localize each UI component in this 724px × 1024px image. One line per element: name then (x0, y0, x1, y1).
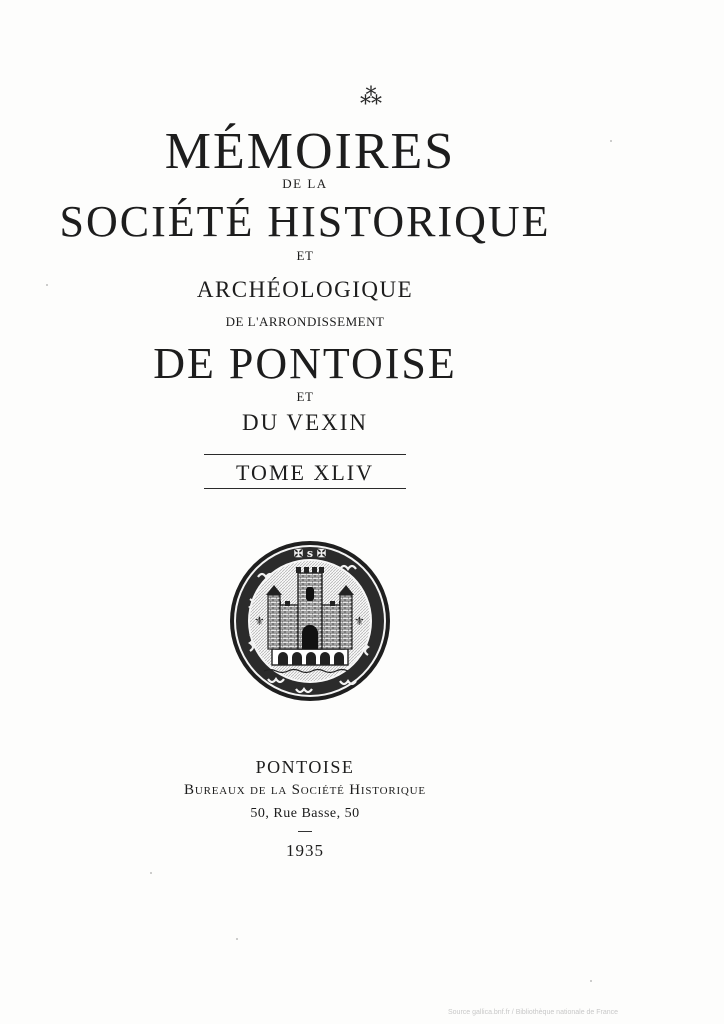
main-title-memoires: MÉMOIRES (164, 123, 456, 180)
imprint-rule (298, 831, 312, 832)
svg-text:⚜: ⚜ (354, 614, 365, 628)
title-de-pontoise: DE PONTOISE (153, 339, 457, 388)
scan-speck (46, 284, 48, 286)
title-arrondissement: DE L'ARRONDISSEMENT (225, 314, 385, 329)
tome-number: TOME XLIV (236, 460, 374, 485)
svg-text:✠ s ✠: ✠ s ✠ (293, 547, 327, 560)
scan-speck (590, 980, 592, 982)
imprint-city: PONTOISE (255, 757, 355, 777)
imprint-year: 1935 (286, 841, 324, 860)
imprint-bureaux: Bureaux de la Société Historique (184, 782, 426, 798)
tome-rule-top (204, 454, 406, 455)
tome-rule-bottom (204, 488, 406, 489)
title-de-la: DE LA (282, 176, 328, 191)
source-note: Source gallica.bnf.fr / Bibliothèque nationale de France (448, 1009, 619, 1016)
title-et-2: ET (296, 389, 314, 404)
svg-text:⚜: ⚜ (254, 614, 265, 628)
title-societe-historique: SOCIÉTÉ HISTORIQUE (59, 197, 551, 246)
title-et-1: ET (296, 248, 314, 263)
scan-speck (236, 938, 238, 940)
title-archeologique: ARCHÉOLOGIQUE (196, 277, 414, 302)
scan-speck (150, 872, 152, 874)
imprint-address: 50, Rue Basse, 50 (250, 806, 360, 821)
ink-mark-icon: ⁂ (360, 84, 382, 109)
city-seal-icon (228, 539, 392, 703)
title-du-vexin: DU VEXIN (241, 410, 369, 435)
scan-speck (610, 140, 612, 142)
